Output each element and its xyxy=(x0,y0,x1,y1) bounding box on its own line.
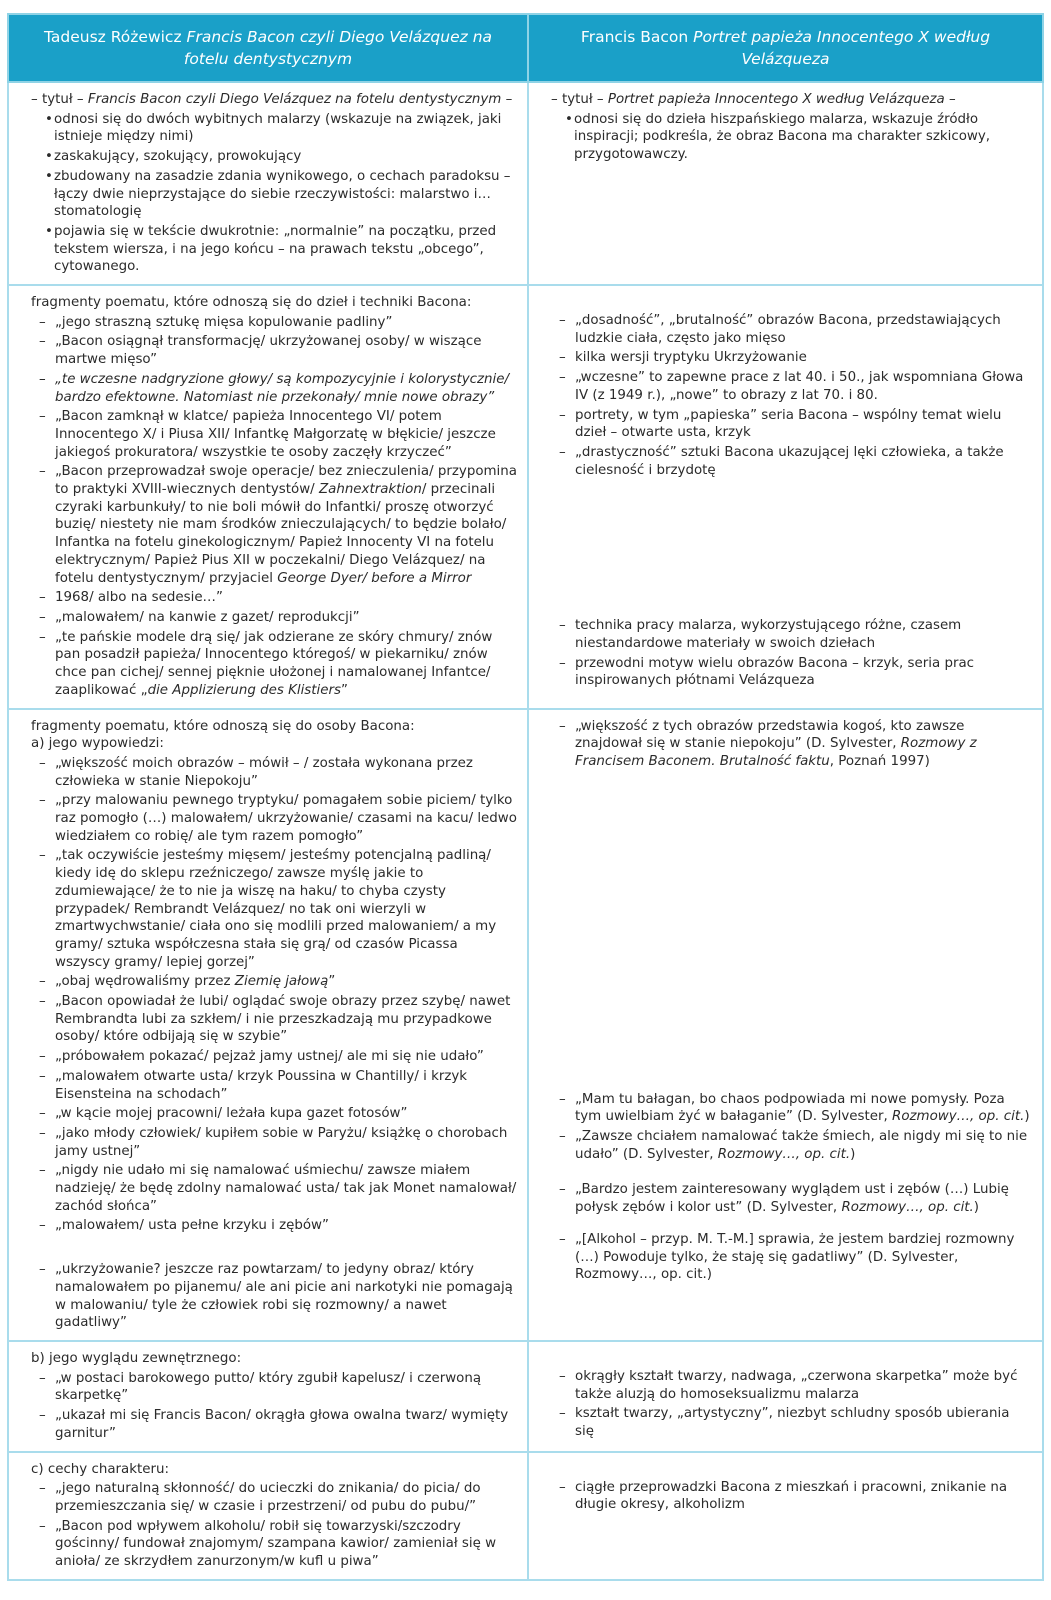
works-heading: fragmenty poematu, które odnoszą się do dzieł i techniki Bacona: xyxy=(31,295,472,311)
list-item: • pojawia się w tekście dwukrotnie: „normalnie” na początku, przed tekstem wiersza, i na jego końcu – na prawach tekstu „obcego”, cytowanego. xyxy=(45,223,517,276)
cell-works-right xyxy=(528,285,1043,708)
header-right-title: Portret papieża Innocentego X według Velázqueza xyxy=(693,28,991,68)
list-item: – kształt twarzy, „artystyczny”, niezbyt schludny sposób ubierania się xyxy=(559,1405,1032,1440)
list-item: – „jego naturalną skłonność/ do ucieczki do znikania/ do picia/ do przemieszczania się/ w czasie i przestrzeni/ od pubu do pubu/” xyxy=(39,1480,517,1515)
list-item: – kilka wersji tryptyku Ukrzyżowanie xyxy=(559,349,1032,367)
cell-person-right xyxy=(528,709,1043,1342)
list-item: – „dosadność”, „brutalność” obrazów Bacona, przedstawiających ludzkie ciała, często jako mięso xyxy=(559,312,1032,347)
list-item: – „w kącie mojej pracowni/ leżała kupa gazet fotosów” xyxy=(39,1105,517,1123)
comparison-table-wrapper xyxy=(7,13,1042,1581)
person-right-list xyxy=(551,718,1032,1284)
list-item: – „Bardzo jestem zainteresowany wyglądem ust i zębów (…) Lubię połysk zębów i kolor ust” (D. Sylvester, Rozmowy…, op. cit.) xyxy=(559,1181,1032,1216)
list-item: – „Mam tu bałagan, bo chaos podpowiada mi nowe pomysły. Poza tym uwielbiam żyć w bałaganie” (D. Sylvester, Rozmowy…, op. cit.) xyxy=(559,1091,1032,1126)
list-item: – „ukrzyżowanie? jeszcze raz powtarzam/ to jedyny obraz/ który namalowałem po pijanemu/ ale ani picie ani narkotyki nie pomagają w malowaniu/ tyle że człowiek robi się rozmowny/ a nawet gadatliwy” xyxy=(39,1261,517,1332)
cell-title-left xyxy=(8,82,528,285)
header-row xyxy=(8,14,1043,82)
list-item: – „ukazał mi się Francis Bacon/ okrągła głowa owalna twarz/ wymięty garnitur” xyxy=(39,1407,517,1442)
list-item: – „obaj wędrowaliśmy przez Ziemię jałową” xyxy=(39,973,517,991)
appearance-right-list xyxy=(551,1368,1032,1441)
list-item: – „te pańskie modele drą się/ jak odzierane ze skóry chmury/ znów pan posadził papieża/ Innocentego któregoś/ w piekarniku/ znów chce pan cichej/ sennej pięknie ułożonej i namalowanej Infantce/ zaaplikować „die Applizierung des Klistiers” xyxy=(39,629,517,700)
list-item: – „[Alkohol – przyp. M. T.-M.] sprawia, że jestem bardziej rozmowny (…) Powoduje tylko, że staję się gadatliwy” (D. Sylvester, Rozmowy…, op. cit.) xyxy=(559,1231,1032,1284)
list-item: • zbudowany na zasadzie zdania wynikowego, o cechach paradoksu – łączy dwie nieprzystające do siebie rzeczywistości: malarstwo i… stomatologię xyxy=(45,168,517,221)
list-item: – „jako młody człowiek/ kupiłem sobie w Paryżu/ książkę o chorobach jamy ustnej” xyxy=(39,1125,517,1160)
list-item: – ciągłe przeprowadzki Bacona z mieszkań i pracowni, znikanie na długie okresy, alkoholizm xyxy=(559,1479,1032,1514)
title-left-list xyxy=(31,111,517,276)
header-left-title: Francis Bacon czyli Diego Velázquez na fotelu dentystycznym xyxy=(183,28,493,68)
cell-person-left xyxy=(8,709,528,1342)
list-item: • odnosi się do dzieła hiszpańskiego malarza, wskazuje źródło inspiracji; podkreśla, że obraz Bacona ma charakter szkicowy, przygotowawczy. xyxy=(565,111,1032,164)
list-item: – „jego straszną sztukę mięsa kopulowanie padliny” xyxy=(39,314,517,332)
list-item: – „malowałem/ usta pełne krzyku i zębów” xyxy=(39,1217,517,1235)
character-left-list xyxy=(31,1480,517,1571)
list-item: – „tak oczywiście jesteśmy mięsem/ jesteśmy potencjalną padliną/ kiedy idę do sklepu rzeźniczego/ zawsze myślę jakie to zdumiewające/ że to nie ja wiszę na haku/ to chyba czysty przypadek/ Rembrandt Velázquez/ no tak oni wierzyli w zmartwychwstanie/ ciała ono się modlili przed malowaniem/ a my gramy/ sztuka współczesna stała się grą/ od czasów Picassa wszyscy gramy/ lepiej gorzej” xyxy=(39,847,517,971)
list-item: – „w postaci barokowego putto/ który zgubił kapelusz/ i czerwoną skarpetkę” xyxy=(39,1370,517,1405)
title-heading-right: – tytuł – Portret papieża Innocentego X według Velázqueza – xyxy=(551,92,956,107)
list-item: – „malowałem/ na kanwie z gazet/ reprodukcji” xyxy=(39,609,517,627)
works-right-list xyxy=(551,312,1032,690)
list-item: – „Bacon przeprowadzał swoje operacje/ bez znieczulenia/ przypomina to praktyki XVIII-wiecznych dentystów/ Zahnextraktion/ przecinali czyraki karbunkuły/ to nie boli mówił do Infantki/ proszę otworzyć buzię/ niestety nie mam środków znieczulających/ to będzie bolało/ Infantka na fotelu ginekologicznym/ Papież Innocenty VI na fotelu elektrycznym/ Papież Pius XII w poczekalni/ Diego Velázquez/ na fotelu dentystycznym/ przyjaciel George Dyer/ before a Mirror xyxy=(39,463,517,587)
cell-works-left xyxy=(8,285,528,708)
list-item: – „Bacon zamknął w klatce/ papieża Innocentego VI/ potem Innocentego X/ i Piusa XII/ Infantkę Małgorzatę w błękicie/ jeszcze jakiegoś prokuratora/ wszystkie te osoby zaczęły krzyczeć” xyxy=(39,408,517,461)
person-left-list xyxy=(31,755,517,1332)
works-left-list xyxy=(31,314,517,700)
list-item: – przewodni motyw wielu obrazów Bacona – krzyk, seria prac inspirowanych płótnami Velázqueza xyxy=(559,655,1032,690)
list-item: – portrety, w tym „papieska” seria Bacona – wspólny temat wielu dzieł – otwarte usta, krzyk xyxy=(559,407,1032,442)
row-character xyxy=(8,1452,1043,1580)
row-appearance xyxy=(8,1341,1043,1452)
title-right-list xyxy=(551,111,1032,164)
appearance-heading: b) jego wyglądu zewnętrznego: xyxy=(31,1351,242,1366)
list-item: – „Bacon osiągnął transformację/ ukrzyżowanej osoby/ w wiszące martwe mięso” xyxy=(39,333,517,368)
header-right-author: Francis Bacon xyxy=(580,28,694,46)
list-item: – okrągły kształt twarzy, nadwaga, „czerwona skarpetka” może być także aluzją do homoseksualizmu malarza xyxy=(559,1368,1032,1403)
character-heading: c) cechy charakteru: xyxy=(31,1461,169,1477)
row-works xyxy=(8,285,1043,708)
header-right xyxy=(528,14,1043,82)
list-item: – technika pracy malarza, wykorzystującego różne, czasem niestandardowe materiały w swoich dziełach xyxy=(559,617,1032,652)
list-item: – „te wczesne nadgryzione głowy/ są kompozycyjnie i kolorystycznie/ bardzo efektowne. Natomiast nie przekonały/ mnie nowe obrazy” xyxy=(39,371,517,406)
cell-character-left xyxy=(8,1452,528,1580)
list-item: – „Bacon pod wpływem alkoholu/ robił się towarzyski/szczodry gościnny/ fundował znajomym/ szampana kawior/ zamieniał się w anioła/ ze skrzydłem zanurzonym/w kufl u piwa” xyxy=(39,1518,517,1571)
list-item: – „drastyczność” sztuki Bacona ukazującej lęki człowieka, a także cielesność i brzydotę xyxy=(559,444,1032,479)
title-heading-left: – tytuł – Francis Bacon czyli Diego Velázquez na fotelu dentystycznym – xyxy=(31,92,513,107)
list-item: – „malowałem otwarte usta/ krzyk Poussina w Chantilly/ i krzyk Eisensteina na schodach” xyxy=(39,1068,517,1103)
header-left-author: Tadeusz Różewicz xyxy=(43,28,187,46)
list-item: – „większość moich obrazów – mówił – / została wykonana przez człowieka w stanie Niepokoju” xyxy=(39,755,517,790)
list-item: – „większość z tych obrazów przedstawia kogoś, kto zawsze znajdował się w stanie niepokoju” (D. Sylvester, Rozmowy z Francisem Baconem. Brutalność faktu, Poznań 1997) xyxy=(559,718,1032,771)
cell-character-right xyxy=(528,1452,1043,1580)
appearance-left-list xyxy=(31,1370,517,1443)
list-item: – „Zawsze chciałem namalować także śmiech, ale nigdy mi się to nie udało” (D. Sylvester, Rozmowy…, op. cit.) xyxy=(559,1128,1032,1163)
comparison-table xyxy=(7,13,1044,1581)
header-left xyxy=(8,14,528,82)
list-item: • odnosi się do dwóch wybitnych malarzy (wskazuje na związek, jaki istnieje między nimi) xyxy=(45,111,517,146)
row-title xyxy=(8,82,1043,285)
cell-title-right xyxy=(528,82,1043,285)
row-person xyxy=(8,709,1043,1342)
list-item: – „przy malowaniu pewnego tryptyku/ pomagałem sobie piciem/ tylko raz pomogło (…) malowałem/ ukrzyżowanie/ czasami na kacu/ ledwo wiedziałem co robię/ ale tym razem pomogło” xyxy=(39,792,517,845)
list-item: – „próbowałem pokazać/ pejzaż jamy ustnej/ ale mi się nie udało” xyxy=(39,1048,517,1066)
list-item: – 1968/ albo na sedesie…” xyxy=(39,589,517,607)
list-item: • zaskakujący, szokujący, prowokujący xyxy=(45,148,517,166)
list-item: – „wczesne” to zapewne prace z lat 40. i 50., jak wspomniana Głowa IV (z 1949 r.), „nowe” to obrazy z lat 70. i 80. xyxy=(559,369,1032,404)
list-item: – „nigdy nie udało mi się namalować uśmiechu/ zawsze miałem nadzieję/ że będę zdolny namalować usta/ tak jak Monet namalował/ zachód słońca” xyxy=(39,1162,517,1215)
cell-appearance-right xyxy=(528,1341,1043,1452)
list-item: – „Bacon opowiadał że lubi/ oglądać swoje obrazy przez szybę/ nawet Rembrandta lubi za szkłem/ i nie przeszkadzają mu przypadkowe osoby/ które odbijają się w szybie” xyxy=(39,993,517,1046)
person-heading: fragmenty poematu, które odnoszą się do osoby Bacona: a) jego wypowiedzi: xyxy=(31,718,415,752)
character-right-list xyxy=(551,1479,1032,1514)
cell-appearance-left xyxy=(8,1341,528,1452)
